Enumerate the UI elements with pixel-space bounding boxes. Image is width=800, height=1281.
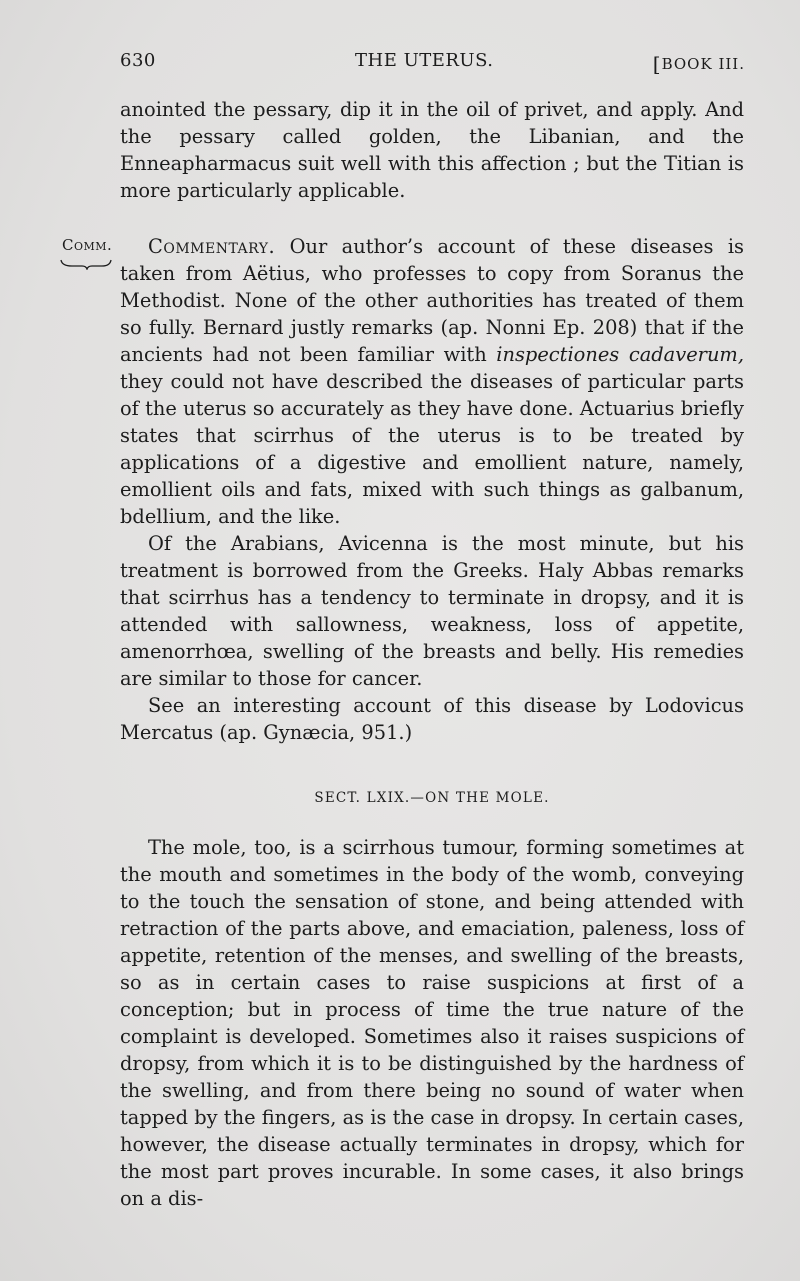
running-head (120, 50, 745, 76)
book-reference-text: BOOK III. (661, 55, 745, 73)
commentary-text-a: Our author’s account of these diseases is taken from Aëtius, who professes to copy from Soranus the Methodist. None of the other authorities has treated of them so fully. Bernard justly remarks (ap. Nonni Ep. 208) that if the ancients had not been familiar with (120, 235, 744, 366)
margin-note-comm: Comm. (62, 236, 113, 254)
commentary-label: Commentary. (148, 235, 276, 258)
mole-section (120, 834, 744, 1212)
commentary-paragraph-1 (120, 233, 744, 530)
commentary-text-b: they could not have described the diseases of particular parts of the uterus so accurately as they have done. Actuarius briefly states that scirrhus of the uterus is to be treated by applications of a digestive and emollient nature, namely, emollient oils and fats, mixed with such things as galbanum, bdellium, and the like. (120, 370, 744, 528)
commentary-block (120, 233, 744, 746)
page-number: 630 (120, 50, 156, 71)
commentary-paragraph-3: See an interesting account of this disease by Lodovicus Mercatus (ap. Gynæcia, 951.) (120, 694, 744, 744)
commentary-italic: inspectiones cadaverum, (496, 343, 744, 366)
commentary-paragraph-2: Of the Arabians, Avicenna is the most minute, but his treatment is borrowed from the Greeks. Haly Abbas remarks that scirrhus has a tendency to terminate in dropsy, and it is attended with sallowness, weakness, loss of appetite, amenorrhœa, swelling of the breasts and belly. His remedies are similar to those for cancer. (120, 532, 744, 690)
continued-paragraph: anointed the pessary, dip it in the oil of privet, and apply. And the pessary called golden, the Libanian, and the Enneapharmacus suit well with this affection ; but the Titian is more particularly applicable. (120, 98, 744, 202)
mole-paragraph: The mole, too, is a scirrhous tumour, forming sometimes at the mouth and sometimes in the body of the womb, conveying to the touch the sensation of stone, and being attended with retraction of the parts above, and emaciation, paleness, loss of appetite, retention of the menses, and swelling of the breasts, so as in certain cases to raise suspicions at first of a conception; but in process of time the true nature of the complaint is developed. Sometimes also it raises suspicions of dropsy, from which it is to be distinguished by the hardness of the swelling, and from there being no sound of water when tapped by the fingers, as is the case in dropsy. In certain cases, however, the disease actually terminates in dropsy, which for the most part proves incurable. In some cases, it also brings on a dis- (120, 836, 744, 1210)
margin-brace-icon (60, 258, 112, 270)
open-bracket: [ (652, 52, 662, 76)
book-reference (653, 50, 745, 74)
running-title: THE UTERUS. (355, 50, 494, 71)
section-heading: SECT. LXIX.—ON THE MOLE. (314, 790, 550, 806)
